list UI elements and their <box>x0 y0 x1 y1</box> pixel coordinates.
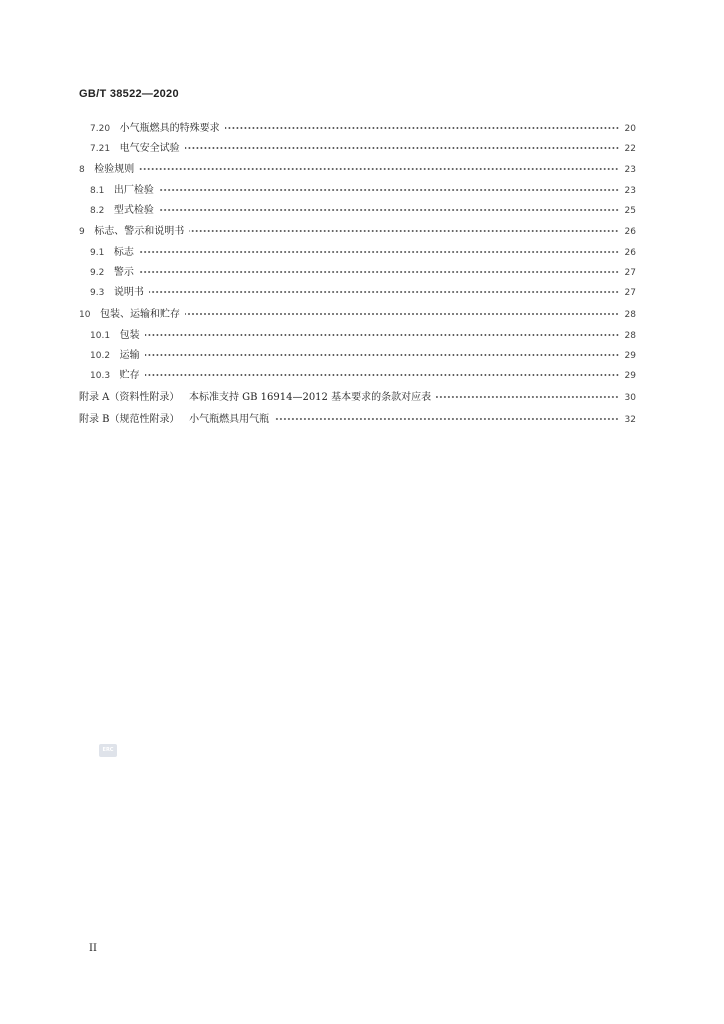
toc-leader-dots <box>274 418 619 420</box>
toc-leader-dots <box>189 230 619 232</box>
toc-entry-number: 8.2 <box>90 206 105 216</box>
toc-entry[interactable] <box>90 143 636 155</box>
toc-entry-page: 29 <box>624 371 636 381</box>
toc-entry[interactable] <box>90 350 636 362</box>
toc-entry-page: 32 <box>624 415 636 425</box>
toc-entry-number: 8.1 <box>90 186 105 196</box>
toc-entry-page: 27 <box>624 268 636 278</box>
toc-entry-title: 电气安全试验 <box>119 143 180 154</box>
toc-leader-dots <box>139 251 619 253</box>
toc-leader-dots <box>185 147 619 149</box>
toc-entry[interactable] <box>79 164 636 176</box>
toc-entry-page: 23 <box>624 186 636 196</box>
toc-entry-page: 28 <box>624 310 636 320</box>
watermark-stamp <box>99 744 117 757</box>
toc-entry-page: 30 <box>624 393 636 403</box>
toc-entry[interactable] <box>90 123 636 135</box>
toc-entry-number: 9 <box>79 227 85 237</box>
toc-entry[interactable] <box>90 205 636 217</box>
toc-entry-page: 26 <box>624 227 636 237</box>
toc-entry-number: 9.2 <box>90 268 105 278</box>
toc-entry-number: 9.3 <box>90 288 105 298</box>
toc-entry-page: 22 <box>624 144 636 154</box>
toc-entry-page: 23 <box>624 165 636 175</box>
toc-entry-number: 10.3 <box>90 371 111 381</box>
toc-entry-title: 运输 <box>119 350 140 361</box>
toc-entry-label <box>90 185 156 197</box>
toc-entry[interactable] <box>90 330 636 342</box>
toc-entry-title: 小气瓶燃具的特殊要求 <box>119 123 220 134</box>
toc-entry-label <box>79 226 186 238</box>
standard-number: GB/T 38522—2020 <box>79 88 179 100</box>
toc-entry-label <box>90 205 156 217</box>
toc-entry-title: 贮存 <box>119 370 140 381</box>
toc-entry-label <box>79 309 182 321</box>
toc-entry[interactable] <box>79 414 636 426</box>
toc-entry-label <box>90 247 136 259</box>
toc-entry-label <box>90 143 182 155</box>
toc-entry-number: 9.1 <box>90 248 105 258</box>
toc-entry-title: 小气瓶燃具用气瓶 <box>189 414 270 425</box>
toc-entry-number: 10.1 <box>90 331 111 341</box>
toc-entry[interactable] <box>90 267 636 279</box>
toc-entry[interactable] <box>90 370 636 382</box>
toc-leader-dots <box>159 209 619 211</box>
toc-entry-label <box>90 287 146 299</box>
toc-entry-page: 29 <box>624 351 636 361</box>
toc-entry-page: 25 <box>624 206 636 216</box>
toc-leader-dots <box>145 374 619 376</box>
toc-entry[interactable] <box>90 287 636 299</box>
watermark-text: ERC <box>102 747 114 753</box>
toc-entry-page: 28 <box>624 331 636 341</box>
toc-entry-label <box>90 123 222 135</box>
toc-entry-title: 说明书 <box>113 287 144 298</box>
toc-entry-title: 检验规则 <box>94 164 135 175</box>
toc-entry-label <box>79 392 433 404</box>
toc-entry-title: 标志、警示和说明书 <box>94 226 185 237</box>
toc-entry-title: 出厂检验 <box>113 185 154 196</box>
toc-entry-number: 8 <box>79 165 85 175</box>
toc-entry[interactable] <box>79 309 636 321</box>
toc-leader-dots <box>145 334 619 336</box>
toc-entry[interactable] <box>90 247 636 259</box>
toc-entry-label <box>90 330 142 342</box>
toc-entry[interactable] <box>79 226 636 238</box>
toc-leader-dots <box>185 313 619 315</box>
toc-leader-dots <box>225 127 619 129</box>
toc-entry-title: 包装 <box>119 330 140 341</box>
toc-leader-dots <box>149 291 619 293</box>
toc-entry[interactable] <box>90 185 636 197</box>
toc-leader-dots <box>139 271 619 273</box>
toc-entry-number: 10.2 <box>90 351 111 361</box>
toc-leader-dots <box>139 168 619 170</box>
toc-entry-number: 7.21 <box>90 144 111 154</box>
toc-entry[interactable] <box>79 392 636 404</box>
page-number: II <box>89 943 97 954</box>
toc-entry-number: 7.20 <box>90 124 111 134</box>
toc-entry-page: 20 <box>624 124 636 134</box>
toc-entry-label <box>79 164 136 176</box>
toc-entry-page: 26 <box>624 248 636 258</box>
toc-entry-label <box>90 350 142 362</box>
toc-entry-label <box>79 414 271 426</box>
toc-leader-dots <box>145 354 619 356</box>
toc-entry-label <box>90 370 142 382</box>
toc-entry-number: 10 <box>79 310 91 320</box>
toc-entry-title: 包装、运输和贮存 <box>100 309 180 320</box>
toc-entry-title: 警示 <box>113 267 134 278</box>
toc-entry-number: 附录 B（规范性附录） <box>79 414 180 425</box>
toc-entry-number: 附录 A（资料性附录） <box>79 392 180 403</box>
toc-entry-label <box>90 267 136 279</box>
toc-entry-title: 型式检验 <box>113 205 154 216</box>
toc-entry-page: 27 <box>624 288 636 298</box>
toc-leader-dots <box>436 396 619 398</box>
toc-entry-title: 本标准支持 GB 16914—2012 基本要求的条款对应表 <box>188 392 432 403</box>
toc-leader-dots <box>159 189 619 191</box>
toc-entry-title: 标志 <box>113 247 134 258</box>
